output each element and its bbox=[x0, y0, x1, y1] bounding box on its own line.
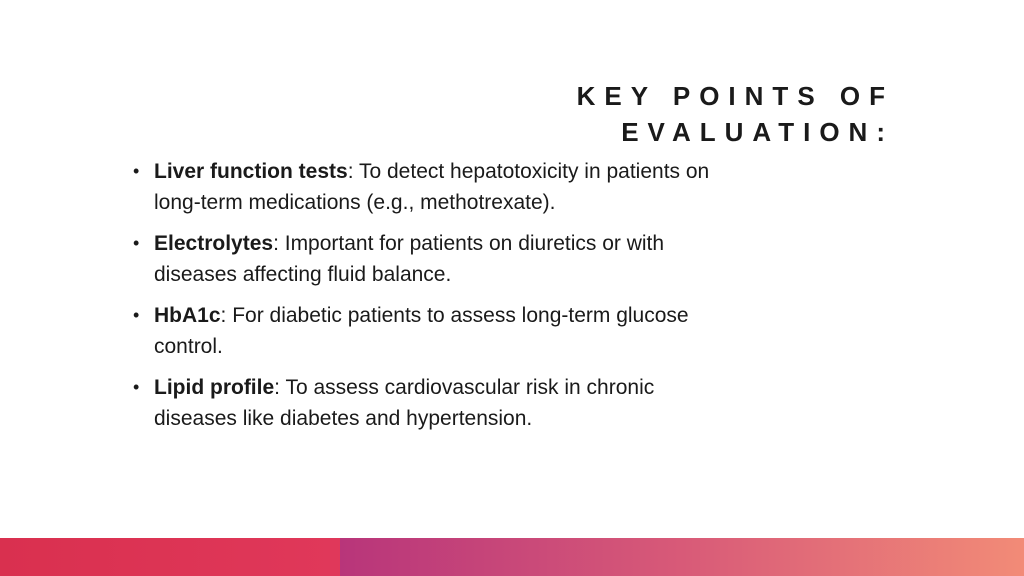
footer-bar-right bbox=[340, 538, 1024, 576]
bullet-text: : To detect hepatotoxicity in patients on long-term medications (e.g., methotrexate). bbox=[154, 160, 710, 214]
footer-gradient-bar bbox=[0, 538, 1024, 576]
bullet-item bbox=[130, 372, 730, 434]
bullet-list bbox=[130, 156, 730, 444]
bullet-term: Electrolytes bbox=[154, 232, 274, 255]
footer-bar-left bbox=[0, 538, 340, 576]
bullet-item bbox=[130, 228, 730, 290]
slide-title: KEY POINTS OF EVALUATION: bbox=[576, 81, 894, 147]
bullet-text: : To assess cardiovascular risk in chronic diseases like diabetes and hypertension. bbox=[154, 376, 655, 430]
bullet-term: HbA1c bbox=[154, 304, 221, 327]
bullet-item bbox=[130, 300, 730, 362]
bullet-term: Liver function tests bbox=[154, 160, 348, 183]
bullet-text: : Important for patients on diuretics or with diseases affecting fluid balance. bbox=[154, 232, 665, 286]
bullet-item bbox=[130, 156, 730, 218]
bullet-term: Lipid profile bbox=[154, 376, 275, 399]
bullet-text: : For diabetic patients to assess long-term glucose control. bbox=[154, 304, 689, 358]
